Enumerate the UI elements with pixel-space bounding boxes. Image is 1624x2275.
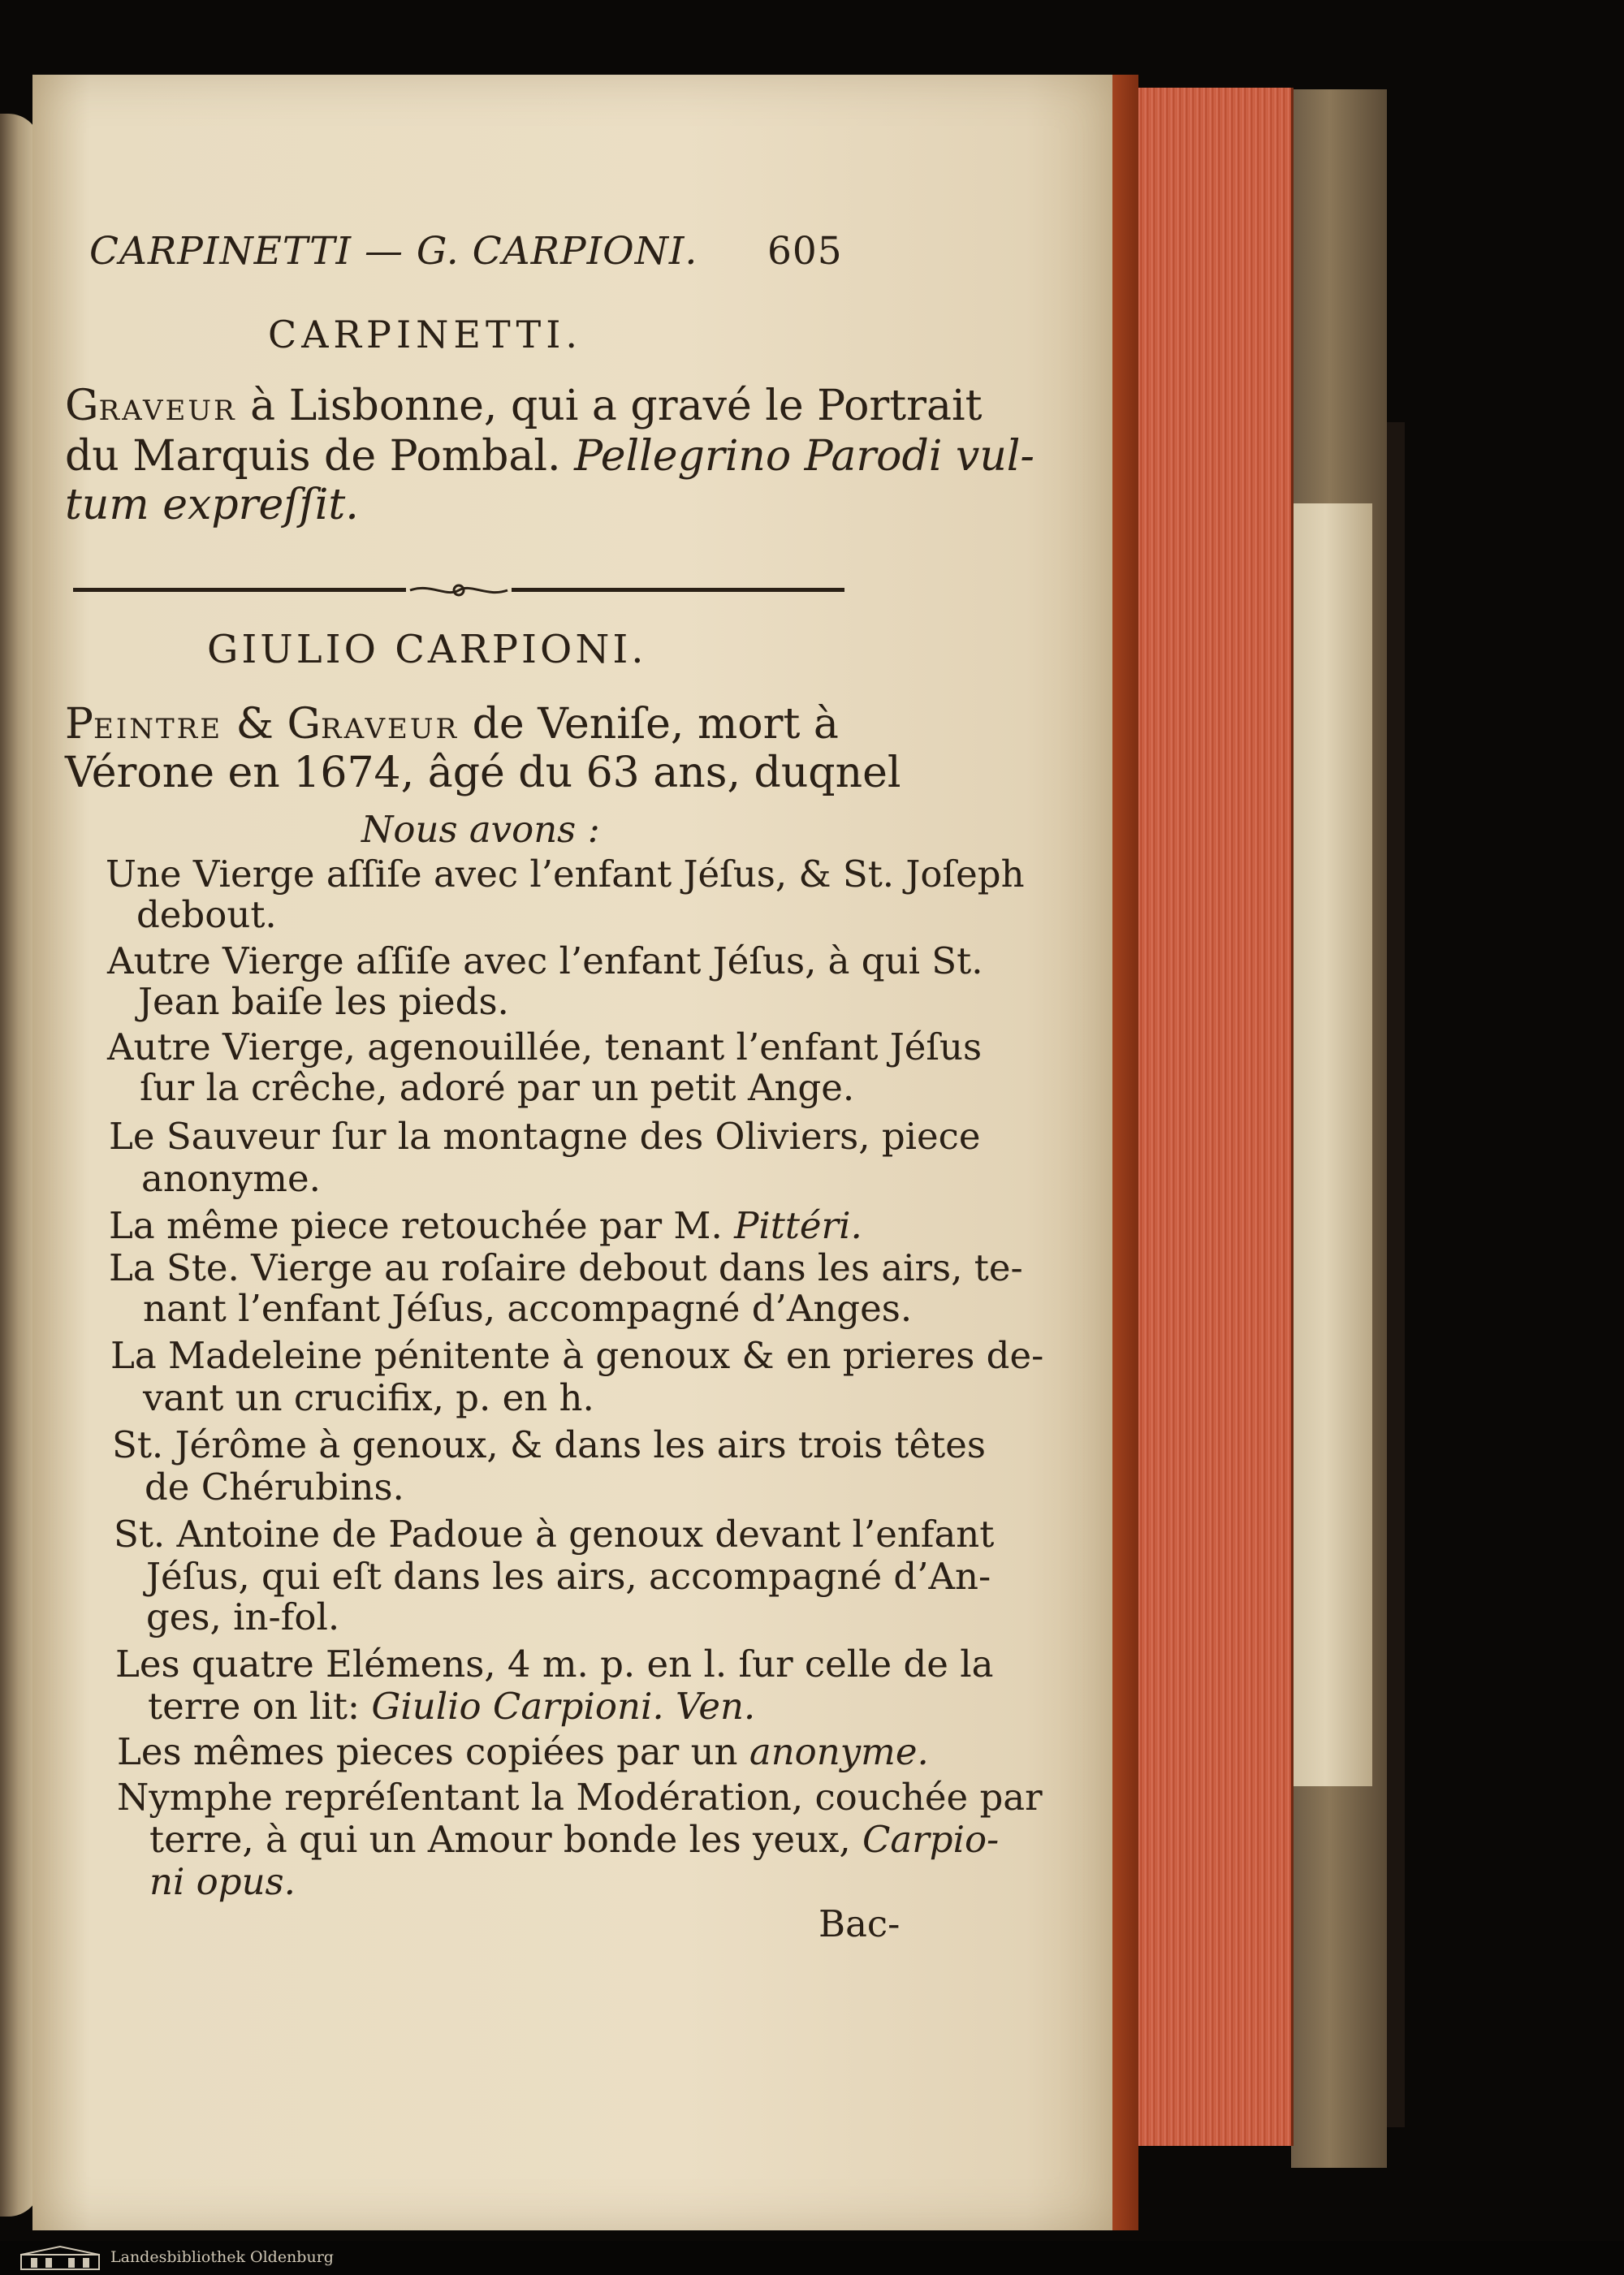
work-line: terre, à qui un Amour bonde les yeux, Carpio- [149, 1818, 1000, 1861]
work-line: debout. [136, 893, 277, 936]
work-line: La même piece retouchée par M. Pittéri. [109, 1204, 862, 1247]
work-line: ges, in-fol. [146, 1595, 340, 1638]
page-number: 605 [767, 229, 843, 274]
work-line: La Ste. Vierge au roſaire debout dans les airs, te- [109, 1246, 1023, 1289]
work-line: de Chérubins. [145, 1466, 404, 1509]
work-line: Jéſus, qui eſt dans les airs, accompagné d’An- [146, 1555, 991, 1598]
catchword: Bac- [818, 1902, 901, 1945]
work-line: anonyme. [141, 1157, 321, 1200]
work-line: Jean baiſe les pieds. [138, 980, 509, 1023]
work-line: La Madeleine pénitente à genoux & en prieres de- [110, 1334, 1044, 1377]
running-title: CARPINETTI — G. CARPIONI. [89, 229, 698, 274]
library-name: Landesbibliothek Oldenburg [110, 2248, 334, 2266]
library-building-icon [19, 2245, 101, 2271]
work-line: St. Jérôme à genoux, & dans les airs trois têtes [112, 1423, 986, 1466]
entry1-line1: GRAVEUR à Lisbonne, qui a gravé le Portrait [65, 382, 983, 430]
entry1-line3: tum expreſſit. [65, 481, 359, 529]
work-line: St. Antoine de Padoue à genoux devant l’enfant [114, 1513, 995, 1556]
book-page [32, 75, 1112, 2230]
entry-heading-carpinetti: CARPINETTI. [268, 313, 583, 356]
ornamental-rule [73, 583, 844, 598]
work-line: ni opus. [149, 1860, 296, 1903]
work-line: ſur la crêche, adoré par un petit Ange. [140, 1066, 855, 1109]
work-line: Le Sauveur ſur la montagne des Oliviers, piece [109, 1115, 981, 1158]
work-line: Autre Vierge aſſiſe avec l’enfant Jéſus, à qui St. [107, 939, 983, 982]
work-line: Nymphe repréſentant la Modération, couchée par [117, 1776, 1043, 1819]
footer-bar [0, 2241, 1624, 2275]
entry2-intro-line2: Vérone en 1674, âgé du 63 ans, duqnel [65, 749, 901, 797]
work-line: Une Vierge aſſiſe avec l’enfant Jéſus, & St. Joſeph [106, 853, 1025, 896]
nous-avons: Nous avons : [361, 808, 600, 851]
work-line: Les quatre Elémens, 4 m. p. en l. ſur celle de la [115, 1643, 994, 1686]
entry-heading-carpioni: GIULIO CARPIONI. [207, 627, 647, 672]
page-fore-edge [1111, 75, 1138, 2230]
work-line: Les mêmes pieces copiées par un anonyme. [117, 1730, 929, 1773]
work-line: terre on lit: Giulio Carpioni. Ven. [148, 1685, 756, 1728]
page-block-red-edge [1137, 88, 1294, 2146]
work-line: vant un crucifix, p. en h. [143, 1376, 594, 1419]
entry2-intro-line1: PEINTRE & GRAVEUR de Veniſe, mort à [65, 700, 839, 749]
work-line: Autre Vierge, agenouillée, tenant l’enfant Jéſus [107, 1025, 983, 1068]
entry1-line2: du Marquis de Pombal. Pellegrino Parodi vul- [65, 432, 1035, 481]
work-line: nant l’enfant Jéſus, accompagné d’Anges. [143, 1287, 913, 1330]
